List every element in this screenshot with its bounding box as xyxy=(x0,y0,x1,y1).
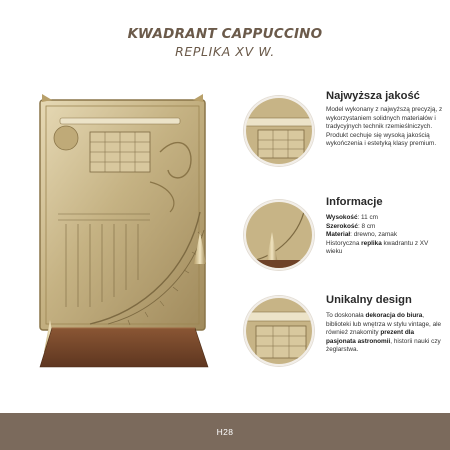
design-detail-thumbnail xyxy=(244,296,314,366)
quadrant-product-image xyxy=(30,92,225,372)
quality-heading: Najwyższa jakość xyxy=(326,90,420,102)
info-heading: Informacje xyxy=(326,196,383,208)
page-title: KWADRANT CAPPUCCINO xyxy=(127,26,323,42)
product-code: H28 xyxy=(216,426,234,437)
design-heading: Unikalny design xyxy=(326,294,412,306)
info-detail-thumbnail xyxy=(244,200,314,270)
design-text: To doskonała dekoracja do biura, biblioteki lub wnętrza w stylu vintage, ale również znakomity prezent dla pasjonata astronomii, historii nauki czy żeglarstwa. xyxy=(326,312,442,354)
info-specs xyxy=(326,214,444,257)
spec-material: Materiał: drewno, zamak xyxy=(326,231,398,239)
spec-note: Historyczna replika kwadrantu z XV wieku xyxy=(326,239,429,256)
spec-height: Wysokość: 11 cm xyxy=(326,214,378,221)
quality-text: Model wykonany z najwyższą precyzją, z wykorzystaniem solidnych materiałów i tradycyjnych technik rzemieślniczych. Produkt cechuje się wysoką jakością wykończenia i estetyką klasy premium. xyxy=(326,106,443,148)
spec-width: Szerokość: 8 cm xyxy=(326,222,376,230)
page-subtitle: REPLIKA XV W. xyxy=(175,44,275,59)
quality-detail-thumbnail xyxy=(244,96,314,166)
footer-bar xyxy=(0,413,450,450)
